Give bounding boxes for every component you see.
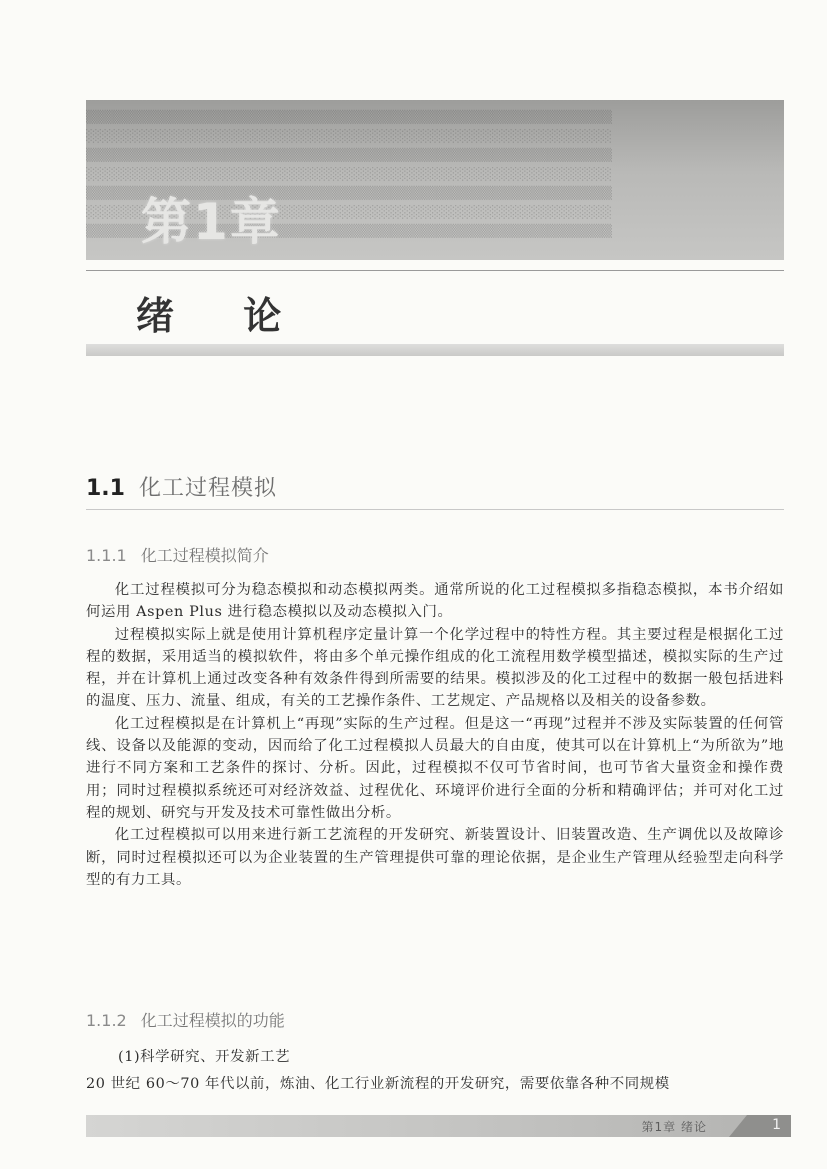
footer-chapter-label: 第1章 绪论: [641, 1120, 707, 1134]
subsection-heading-2: [86, 1008, 285, 1031]
page-footer: [86, 1115, 791, 1137]
body-text-1-1-1: [86, 579, 784, 891]
chapter-banner: [86, 100, 784, 260]
section-rule: [86, 509, 784, 510]
subsection-number: 1.1.1: [86, 546, 127, 565]
banner-texture: ▒▒▒▒▒▒▒▒▒▒▒▒▒▒▒▒▒▒▒▒▒▒▒▒▒▒▒▒▒▒▒▒▒▒▒▒▒▒▒▒▒▒▒▒▒▒▒▒▒▒▒▒▒▒▒▒▒ ░░░░░░░░░░░░░░░░░░░░░░░░░░░░░░░░░░░░░░░░░░░░░░░░░░░░░░░░░ ▒▒▒▒▒▒▒▒▒▒▒▒▒▒▒▒▒▒▒▒▒▒▒▒▒▒▒▒▒▒▒▒▒▒▒▒▒▒▒▒▒▒▒▒▒▒▒▒▒▒▒▒▒▒▒▒▒ ░░░░░░░░░░░░░░░░░░░░░░░░░░░░░░░░░░░░░░░░░░░░░░░░░░░░░░░░░ ▒▒▒▒▒▒▒▒▒▒▒▒▒▒▒▒▒▒▒▒▒▒▒▒▒▒▒▒▒▒▒▒▒▒▒▒▒▒▒▒▒▒▒▒▒▒▒▒▒▒▒▒▒▒▒▒▒ ░░░░░░░░░░░░░░░░░░░░░░░░░░░░░░░░░░░░░░░░░░░░░░░░░░░░░░░░░ ▒▒▒▒▒▒▒▒▒▒▒▒▒▒▒▒▒▒▒▒▒▒▒▒▒▒▒▒▒▒▒▒▒▒▒▒▒▒▒▒▒▒▒▒▒▒▒▒▒▒▒▒▒▒▒▒▒: [86, 110, 613, 238]
subsection-number: 1.1.2: [86, 1011, 127, 1030]
page-number: 1: [772, 1117, 781, 1133]
chapter-title: 绪 论: [136, 293, 310, 338]
subsection-title: 化工过程模拟简介: [140, 546, 269, 565]
chapter-number: 第1章: [141, 193, 282, 251]
banner-bottom-strip: [86, 344, 784, 356]
section-number: 1.1: [86, 476, 125, 501]
subsection-title: 化工过程模拟的功能: [140, 1011, 285, 1030]
list-item-heading: (1)科学研究、开发新工艺: [118, 1049, 291, 1065]
page-number-tab: [729, 1115, 791, 1137]
paragraph: 化工过程模拟是在计算机上“再现”实际的生产过程。但是这一“再现”过程并不涉及实际装置的任何管线、设备以及能源的变动，因而给了化工过程模拟人员最大的自由度，使其可以在计算机上“为所欲为”地进行不同方案和工艺条件的探讨、分析。因此，过程模拟不仅可节省时间，也可节省大量资金和操作费用；同时过程模拟系统还可对经济效益、过程优化、环境评价进行全面的分析和精确评估；并可对化工过程的规划、研究与开发及技术可靠性做出分析。: [86, 715, 784, 821]
paragraph: 化工过程模拟可以用来进行新工艺流程的开发研究、新装置设计、旧装置改造、生产调优以及故障诊断，同时过程模拟还可以为企业装置的生产管理提供可靠的理论依据，是企业生产管理从经验型走向科学型的有力工具。: [86, 827, 784, 888]
section-title: 化工过程模拟: [138, 476, 277, 501]
subsection-heading-1: [86, 543, 269, 566]
paragraph: 化工过程模拟可分为稳态模拟和动态模拟两类。通常所说的化工过程模拟多指稳态模拟，本书介绍如何运用 Aspen Plus 进行稳态模拟以及动态模拟入门。: [86, 582, 784, 621]
section-heading: [86, 471, 277, 502]
paragraph: 过程模拟实际上就是使用计算机程序定量计算一个化学过程中的特性方程。其主要过程是根据化工过程的数据，采用适当的模拟软件，将由多个单元操作组成的化工流程用数学模型描述，模拟实际的生产过程，并在计算机上通过改变各种有效条件得到所需要的结果。模拟涉及的化工过程中的数据一般包括进料的温度、压力、流量、组成，有关的工艺操作条件、工艺规定、产品规格以及相关的设备参数。: [86, 626, 784, 710]
banner-divider: [86, 270, 784, 271]
paragraph: 20 世纪 60～70 年代以前，炼油、化工行业新流程的开发研究，需要依靠各种不同规模: [86, 1076, 670, 1092]
